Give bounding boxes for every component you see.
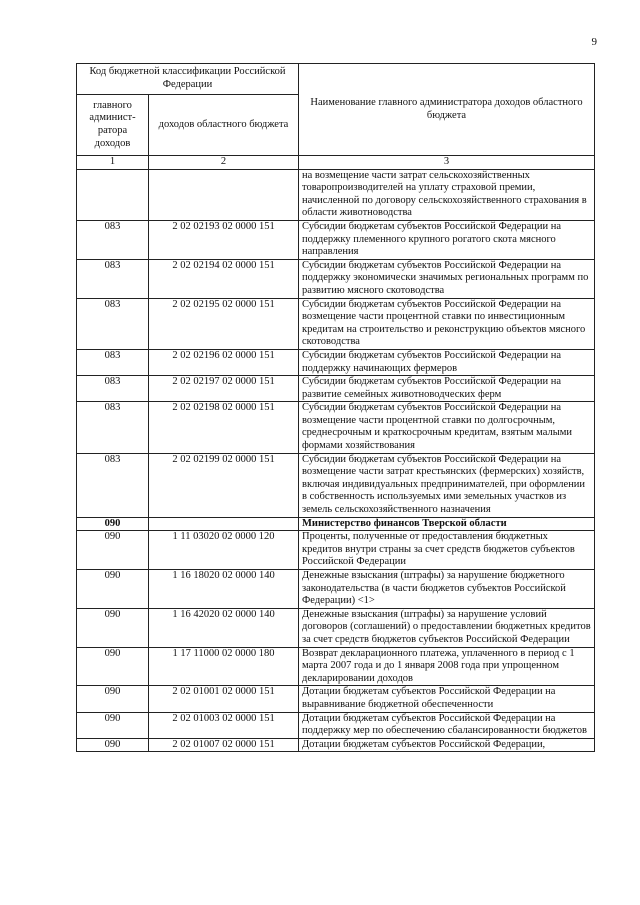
table-row xyxy=(77,517,595,531)
row-revenue-code: 2 02 02193 02 0000 151 xyxy=(149,220,299,259)
row-name: Денежные взыскания (штрафы) за нарушение бюджетного законодательства (в части бюджетов субъектов Российской Федерации) <1> xyxy=(299,570,595,609)
row-name: Возврат декларационного платежа, уплаченного в период с 1 марта 2007 года и до 1 января 2008 года при упрощенном декларировании доходов xyxy=(299,647,595,686)
table-row xyxy=(77,608,595,647)
table-row xyxy=(77,647,595,686)
row-admin-code: 090 xyxy=(77,531,149,570)
row-revenue-code: 2 02 02197 02 0000 151 xyxy=(149,376,299,402)
table-row xyxy=(77,531,595,570)
table-row xyxy=(77,402,595,453)
table-row xyxy=(77,738,595,752)
header-main-admin: главного админист-ратора доходов xyxy=(77,95,149,156)
row-revenue-code xyxy=(149,517,299,531)
header-num-1: 1 xyxy=(77,156,149,170)
table-row xyxy=(77,376,595,402)
header-num-3: 3 xyxy=(299,156,595,170)
row-name: Субсидии бюджетам субъектов Российской Федерации на возмещение части затрат крестьянских (фермерских) хозяйств, включая индивидуальных предпринимателей, при оформлении в собственность используемых ими земельных участков из земель сельскохозяйственного назначения xyxy=(299,453,595,517)
row-name: Проценты, полученные от предоставления бюджетных кредитов внутри страны за счет средств бюджетов субъектов Российской Федерации xyxy=(299,531,595,570)
table-row xyxy=(77,570,595,609)
row-revenue-code xyxy=(149,169,299,220)
row-name: Субсидии бюджетам субъектов Российской Федерации на поддержку экономически значимых региональных программ по развитию мясного скотоводства xyxy=(299,259,595,298)
row-revenue-code: 2 02 01001 02 0000 151 xyxy=(149,686,299,712)
row-revenue-code: 2 02 02199 02 0000 151 xyxy=(149,453,299,517)
header-budget-code-group: Код бюджетной классификации Российской Федерации xyxy=(77,64,299,95)
table-row xyxy=(77,453,595,517)
row-revenue-code: 1 16 18020 02 0000 140 xyxy=(149,570,299,609)
table-row xyxy=(77,220,595,259)
row-name: Субсидии бюджетам субъектов Российской Федерации на возмещение части процентной ставки по инвестиционным кредитам на строительство и реконструкцию объектов мясного скотоводства xyxy=(299,298,595,349)
header-revenue-code: доходов областного бюджета xyxy=(149,95,299,156)
row-revenue-code: 2 02 01003 02 0000 151 xyxy=(149,712,299,738)
row-name: Субсидии бюджетам субъектов Российской Федерации на возмещение части процентной ставки по долгосрочным, среднесрочным и краткосрочным кредитам, взятым малыми формами хозяйствования xyxy=(299,402,595,453)
row-name: Субсидии бюджетам субъектов Российской Федерации на поддержку племенного крупного рогатого скота мясного направления xyxy=(299,220,595,259)
header-num-2: 2 xyxy=(149,156,299,170)
row-admin-code: 090 xyxy=(77,608,149,647)
row-name: Министерство финансов Тверской области xyxy=(299,517,595,531)
row-admin-code: 083 xyxy=(77,220,149,259)
row-name: Субсидии бюджетам субъектов Российской Федерации на развитие семейных животноводческих ферм xyxy=(299,376,595,402)
row-admin-code xyxy=(77,169,149,220)
row-admin-code: 090 xyxy=(77,570,149,609)
row-revenue-code: 2 02 01007 02 0000 151 xyxy=(149,738,299,752)
table-body xyxy=(77,169,595,752)
table-row xyxy=(77,259,595,298)
row-revenue-code: 1 16 42020 02 0000 140 xyxy=(149,608,299,647)
row-name: Денежные взыскания (штрафы) за нарушение условий договоров (соглашений) о предоставлении бюджетных кредитов за счет средств бюджетов субъектов Российской Федерации xyxy=(299,608,595,647)
row-revenue-code: 2 02 02198 02 0000 151 xyxy=(149,402,299,453)
table-row xyxy=(77,686,595,712)
row-admin-code: 083 xyxy=(77,298,149,349)
row-admin-code: 090 xyxy=(77,647,149,686)
header-name: Наименование главного администратора доходов областного бюджета xyxy=(299,64,595,156)
row-name: Дотации бюджетам субъектов Российской Федерации на поддержку мер по обеспечению сбалансированности бюджетов xyxy=(299,712,595,738)
row-name: Дотации бюджетам субъектов Российской Федерации, xyxy=(299,738,595,752)
row-admin-code: 083 xyxy=(77,376,149,402)
row-admin-code: 090 xyxy=(77,738,149,752)
row-revenue-code: 2 02 02196 02 0000 151 xyxy=(149,349,299,375)
row-revenue-code: 1 17 11000 02 0000 180 xyxy=(149,647,299,686)
row-admin-code: 083 xyxy=(77,349,149,375)
budget-classification-table xyxy=(76,63,595,752)
page-number: 9 xyxy=(591,36,597,48)
row-admin-code: 083 xyxy=(77,259,149,298)
row-admin-code: 090 xyxy=(77,712,149,738)
row-name: на возмещение части затрат сельскохозяйственных товаропроизводителей на уплату страховой премии, начисленной по договору сельскохозяйственного страхования в области животноводства xyxy=(299,169,595,220)
row-revenue-code: 2 02 02195 02 0000 151 xyxy=(149,298,299,349)
row-revenue-code: 1 11 03020 02 0000 120 xyxy=(149,531,299,570)
row-revenue-code: 2 02 02194 02 0000 151 xyxy=(149,259,299,298)
row-name: Субсидии бюджетам субъектов Российской Федерации на поддержку начинающих фермеров xyxy=(299,349,595,375)
table-row xyxy=(77,169,595,220)
row-name: Дотации бюджетам субъектов Российской Федерации на выравнивание бюджетной обеспеченности xyxy=(299,686,595,712)
table-row xyxy=(77,298,595,349)
row-admin-code: 090 xyxy=(77,517,149,531)
table-row xyxy=(77,349,595,375)
table-row xyxy=(77,712,595,738)
row-admin-code: 083 xyxy=(77,453,149,517)
row-admin-code: 090 xyxy=(77,686,149,712)
row-admin-code: 083 xyxy=(77,402,149,453)
